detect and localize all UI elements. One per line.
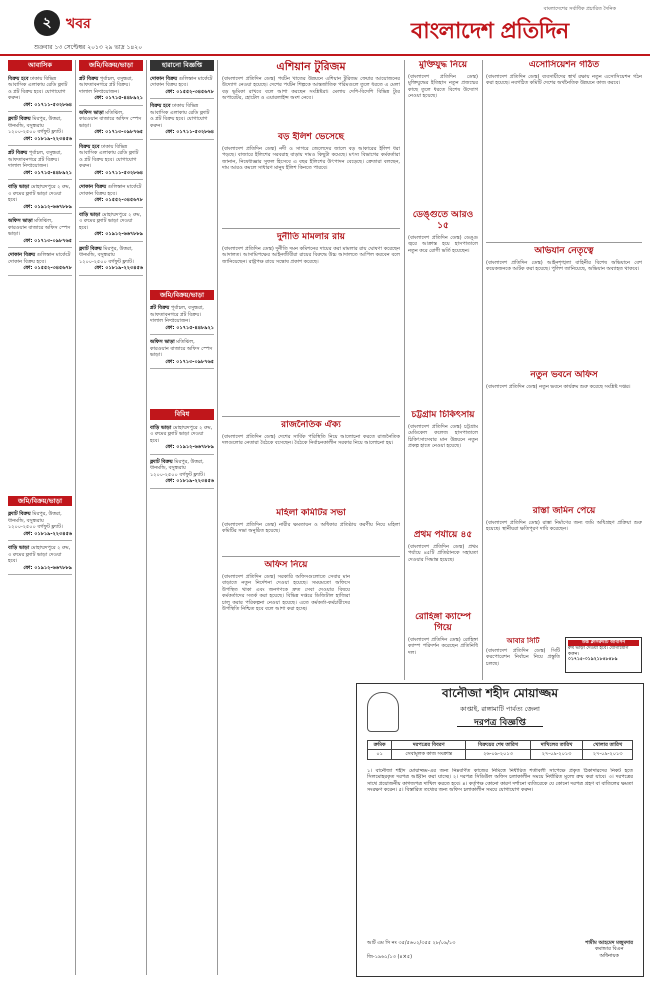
story-divider [222,228,400,229]
classified-ad [150,101,214,140]
news-story [486,370,642,500]
ad-title: ফ্ল্যাট বিক্রয় [79,245,102,252]
story-headline: মুক্তিযুদ্ধ নিয়ে [418,60,468,70]
table-header: দরপত্রের বিবরণ [392,741,466,750]
story-headline: ডেঙ্গুতে আরও ১৫ [412,210,474,231]
news-story [486,60,642,240]
story-headline: অফিস নিয়ে [264,560,308,570]
ad-body: ঢাকায় বিভিন্ন আবাসিক এলাকায় রেডি ফ্ল্যাট ও প্লট বিক্রয় হবে। যোগাযোগ করুন। [150,103,210,129]
ad-title: বাড়ি ভাড়া [8,184,30,190]
ad-body: মিরপুর, উত্তরা, ধানমন্ডি, বসুন্ধরায় ১২০০-২৫০০ বর্গফুট ফ্ল্যাট। [8,511,63,530]
ad-body: মতিঝিল, কারওয়ান বাজারে অফিস স্পেস ভাড়া। [8,218,71,237]
table-cell: ২৬-০৯-২০১৩ [466,750,530,759]
table-header: ক্রমিক [368,741,392,750]
classified-column-1 [8,60,72,970]
ad-phone: ফো: ০১৫৫২-৩৪৫৬৭৮ [23,265,72,271]
ad-phone: ফো: ০১৭১১-৫৩২৮৬৪ [165,129,214,135]
ad-title: বিক্রয় হবে [79,143,100,150]
story-headline: নতুন ভবনে অফিস [530,370,598,380]
classified-ad [150,423,214,455]
story-headline: আবার সিটি [506,637,540,645]
tender-table [367,740,633,760]
ad-phone: ফো: ০১৭১১-৫৩২৮৬৪ [94,169,143,176]
story-divider [222,416,400,417]
ad-title: ফ্ল্যাট বিক্রয় [8,116,31,122]
news-story [222,132,400,224]
ad-phone: ফো: ০১৫৫২-৩৪৫৬৭৮ [94,197,143,203]
ad-phone: ফো: ০১৭১৩-০৯৮৭৬৫ [94,129,143,135]
notice-code: জি-১৯৬১/১৩ (৪×৫) [367,954,413,961]
story-body: (বাংলাদেশ প্রতিদিন ডেস্ক) প্রথম পর্যায়ে ৪৫টি প্রতিষ্ঠানকে সহায়তা দেওয়ার সিদ্ধান্ত হয়েছে। [408,544,478,563]
story-body: (বাংলাদেশ প্রতিদিন ডেস্ক) দুর্নীতি দমন কমিশনের দায়ের করা মামলার রায় ঘোষণা করেছেন আদালত। আসামিপক্ষের আইনজীবীরা রায়ের বিরুদ্ধে উচ্চ আদালতে আপিল করবেন বলে জানিয়েছেন। রাষ্ট্রপক্ষ রায়ে সন্তোষ প্রকাশ করেছে। [222,246,400,265]
ad-title: বিক্রয় হবে [8,75,29,82]
ad-phone: ফো: ০১৯১২-৬৬৭৮৮৯ [94,231,143,237]
notice-footer [367,940,633,970]
story-body: (বাংলাদেশ প্রতিদিন ডেস্ক) সরকারি অফিসগুলোতে সেবার মান বাড়াতে নতুন নির্দেশনা দেওয়া হয়েছে। সময়মতো অফিসে উপস্থিত থাকা এবং জনগণকে দ্রুত সেবা দেওয়ার বিষয়ে কর্মকর্তাদের সতর্ক করা হয়েছে। বিভিন্ন দপ্তরে ডিজিটাল হাজিরা চালু করার পরিকল্পনা নেওয়া হয়েছে। এতে কর্মকর্তা-কর্মচারীদের উপস্থিতি নিশ্চিত হবে বলে আশা করা হচ্ছে। [222,574,350,613]
classified-ad [8,216,72,248]
classified-heading: বিবিধ [150,409,214,420]
story-headline: প্রথম পর্যায়ে ৪৫ [413,530,473,540]
ad-title: অফিস ভাড়া [150,339,175,345]
classified-ad [79,142,143,181]
classified-column-2 [79,60,143,970]
table-row [368,750,633,759]
ad-title: দোকান বিক্রয় [79,184,107,190]
page-number: ২ [34,10,60,36]
story-headline: দুর্নীতি মামলার রায় [276,232,345,242]
story-headline: চট্টগ্রাম চিকিৎসায় [411,410,475,420]
signature-org: অধিনায়ক [599,952,619,959]
ad-title: অফিস ভাড়া [79,109,104,116]
classified-ad [8,114,72,146]
table-cell: ০১ [368,750,392,759]
story-body: (বাংলাদেশ প্রতিদিন ডেস্ক) রাস্তা নির্মাণের জন্য জমি অধিগ্রহণ প্রক্রিয়া শুরু হয়েছে। স্থানীয়রা ক্ষতিপূরণ দাবি করেছেন। [486,520,642,533]
ad-phone: ফো: ০১৮১৯-২২৩৪৫৬ [23,530,72,537]
ad-phone: ফো: ০১৭১১-৫৩২৮৬৪ [23,101,72,108]
story-body: (বাংলাদেশ প্রতিদিন ডেস্ক) চট্টগ্রাম মেডিকেল কলেজ হাসপাতালে চিকিৎসাসেবার মান উন্নয়নে নতুন প্রকল্প হাতে নেওয়া হয়েছে। [408,424,478,450]
news-story [408,612,478,678]
tender-notice [356,683,644,977]
classified-heading: হারানো বিজ্ঞপ্তি [150,60,214,71]
story-headline: বড় ইলিশ ভেসেছে [278,132,344,142]
ad-title: বিক্রয় হবে [150,103,171,109]
ad-phone: ফো: ০১৮১৯-২২৩৪৫৬ [23,135,72,142]
story-body: (বাংলাদেশ প্রতিদিন ডেস্ক) দেশের সার্বিক পরিস্থিতি নিয়ে আলোচনা করতে রাজনৈতিক দলগুলোর নেতারা বৈঠকে বসেছেন। বৈঠকে নির্বাচনকালীন সরকার নিয়ে আলোচনা হয়। [222,434,400,447]
story-headline: অভিযান নেতৃত্বে [534,246,594,256]
ad-phone: ফো: ০১৭১৫-৪৪৮৯২১ [94,95,143,101]
classified-ad [8,74,72,113]
news-story [408,210,478,320]
story-headline: রাজনৈতিক ঐক্য [281,420,341,430]
ad-body: ঢাকায় বিভিন্ন আবাসিক এলাকায় রেডি ফ্ল্যাট ও প্লট বিক্রয় হবে। যোগাযোগ করুন। [8,75,68,101]
classified-ad [79,210,143,242]
story-divider [486,242,642,243]
header-date: শুক্রবার ১৩ সেপ্টেম্বর ২০১৩ ২৯ ভাদ্র ১৪২০ [34,44,143,51]
news-story [222,232,400,412]
story-body: (বাংলাদেশ প্রতিদিন ডেস্ক) আইনশৃঙ্খলা বাহিনীর বিশেষ অভিযানে বেশ কয়েকজনকে আটক করা হয়েছে। পুলিশ জানিয়েছে, অভিযান অব্যাহত থাকবে। [486,260,642,273]
story-divider [222,556,400,557]
story-headline: এশিয়ান টুরিজম [276,60,346,73]
classified-ad [150,457,214,489]
ad-phone: ফো: ০১৭১৫-৪৪৮৯২১ [23,169,72,176]
table-header: বিক্রয়ের শেষ তারিখ [466,741,530,750]
news-story [486,637,560,677]
classified-ad [8,250,72,276]
news-story [486,246,642,366]
ad-body: গুলিস্তান মার্কেটে দোকান বিক্রয় হবে। [79,184,142,197]
classified-heading: আবাসিক [8,60,72,71]
logo-tagline: বাংলাদেশের সর্বাধিক প্রচারিত দৈনিক [543,6,616,12]
notice-location: কাপ্তাই, রাঙ্গামাটি পার্বত্য জেলা [460,705,540,713]
table-header: খোলার তারিখ [583,741,633,750]
box-ad-phone: ০১৭১৫-০১৯২১৮৪৮৪৮৯ [568,657,618,663]
classified-ad [79,108,143,140]
story-body: (বাংলাদেশ প্রতিদিন ডেস্ক) পর্যটন খাতের উন্নয়নে এশিয়ান টুরিজম ফেয়ার আয়োজনের উদ্যোগ নেওয়া হয়েছে। দেশের পর্যটন শিল্পকে আন্তর্জাতিক পরিমণ্ডলে তুলে ধরতে এ মেলা বড় ভূমিকা রাখবে বলে আশা করছেন সংশ্লিষ্টরা। মেলায় দেশি-বিদেশি বিভিন্ন ট্যুর অপারেটর, হোটেল ও এয়ারলাইন্স অংশ নেবে। [222,76,400,102]
story-body: (বাংলাদেশ প্রতিদিন ডেস্ক) সিটি করপোরেশন নির্বাচন নিয়ে প্রস্তুতি চলছে। [486,648,560,667]
ad-body: মোহাম্মদপুরে ২ রুম, ৩ রুমের ফ্ল্যাট ভাড়া দেওয়া হবে। [79,211,142,231]
story-headline: রাস্তা জমিন পেয়ে [532,506,596,516]
ad-body: মোহাম্মদপুরে ২ রুম, ৩ রুমের ফ্ল্যাট ভাড়া দেওয়া হবে। [8,545,71,564]
page-header [0,0,650,56]
classified-ad [8,182,72,214]
box-ad-title: উচ্চ ক্লাসরুমটি আবাসন [568,640,639,646]
box-ad-body: রুম ভাড়া দেওয়া হবে। যোগাযোগ করুন। [568,645,629,657]
news-story [222,560,350,975]
ad-body: পূর্বাচল, বসুন্ধরা, আফতাবনগরে প্লট বিক্রয়। দালাল নিষ্প্রয়োজন। [8,150,62,169]
table-cell: ২৭-০৯-২০১৩ [530,750,583,759]
ad-title: দোকান বিক্রয় [8,252,36,258]
ad-title: বাড়ি ভাড়া [79,211,101,218]
ad-title: দোকান বিক্রয় [150,75,178,82]
classified-ad [8,148,72,180]
story-body: (বাংলাদেশ প্রতিদিন ডেস্ক) ব্যবসায়ীদের স্বার্থ রক্ষায় নতুন এসোসিয়েশন গঠন করা হয়েছে। নবগঠিত কমিটি দেশের অর্থনৈতিক উন্নয়নে কাজ করবে। [486,74,642,87]
ad-phone: ফো: ০১৮১৯-২২৩৪৫৬ [94,265,143,271]
news-story [222,420,400,504]
signature-title: কমান্ডার বিএন [594,946,624,953]
story-body: (বাংলাদেশ প্রতিদিন ডেস্ক) মুক্তিযুদ্ধের ইতিহাস নতুন প্রজন্মের কাছে তুলে ধরতে বিশেষ উদ্যোগ নেওয়া হয়েছে। [408,74,478,100]
notice-signature [585,940,633,959]
classified-ad [150,337,214,369]
notice-org: বানৌজা শহীদ মোয়াজ্জম [441,686,559,700]
story-body: (বাংলাদেশ প্রতিদিন ডেস্ক) নারীর ক্ষমতায়ন ও অধিকার প্রতিষ্ঠায় করণীয় নিয়ে মহিলা কমিটির সভা অনুষ্ঠিত হয়েছে। [222,522,400,535]
story-headline: মহিলা কমিটির সভা [276,508,346,518]
table-cell: সেবামূলক কাজ সংক্রান্ত [392,750,466,759]
ad-body: মতিঝিল, কারওয়ান বাজারে অফিস স্পেস ভাড়া। [150,339,213,358]
ad-body: গুলিস্তান মার্কেটে দোকান বিক্রয় হবে। [150,75,213,88]
column-divider [217,60,218,975]
news-story [222,60,400,130]
classified-ad [150,74,214,100]
signature-name: শামীম আহমেদ মজুমদার [585,940,633,946]
logo-text: বাংলাদেশ প্রতিদিন [411,19,569,44]
ad-body: গুলিস্তান মার্কেটে দোকান বিক্রয় হবে। [8,252,71,265]
notice-reference: আর্ট এম সি নং ৩৫/৫৬০২/৩৫৫ ২৮/০৯/১৩ [367,940,456,946]
ad-body: মিরপুর, উত্তরা, ধানমন্ডি, বসুন্ধরায় ১২০০-২৫০০ বর্গফুট ফ্ল্যাট। [150,458,205,478]
news-story [408,410,478,530]
ad-body: পূর্বাচল, বসুন্ধরা, আফতাবনগরে প্লট বিক্রয়। দালাল নিষ্প্রয়োজন। [150,305,204,324]
ad-title: ফ্ল্যাট বিক্রয় [150,458,173,465]
classified-ad [79,182,143,208]
column-divider [146,60,147,975]
news-story [222,508,400,552]
notice-heading: দরপত্র বিজ্ঞপ্তি [457,720,543,727]
ad-title: প্লট বিক্রয় [150,305,170,311]
story-headline: রোহিঙ্গা ক্যাম্পে গিয়ে [415,612,471,633]
section-title: খবর [66,16,91,32]
story-headline: এসোসিয়েশন গঠিত [528,60,600,70]
story-body: (বাংলাদেশ প্রতিদিন ডেস্ক) রোহিঙ্গা ক্যাম্প পরিদর্শন করেছেন প্রতিনিধি দল। [408,637,478,656]
classified-heading: জমি/বিক্রয়/ভাড়া [79,60,143,71]
ad-title: অফিস ভাড়া [8,218,33,224]
notice-body: ১। বানৌজা শহীদ মোয়াজ্জম-এর জন্য নিম্নবর্ণিত কাজের নিমিত্তে নির্ধারিত শর্তাবলী সাপেক্ষে প্রকৃত ঠিকাদারদের নিকট হতে সিলমোহরকৃত দরপত্র আহ্বান করা যাচ্ছে। ২। দরপত্র সিডিউল অফিস চলাকালীন সময়ে নির্ধারিত মূল্যে ক্রয় করা যাবে। ৩। দরপত্রের সাথে প্রয়োজনীয় কাগজপত্র দাখিল করতে হবে। ৪। কর্তৃপক্ষ কোনো কারণ দর্শানো ব্যতিরেকে যে কোনো দরপত্র গ্রহণ বা বাতিলের ক্ষমতা সংরক্ষণ করেন। ৫। বিস্তারিত তথ্যের জন্য অফিস চলাকালীন সময়ে যোগাযোগ করুন। [367,768,633,794]
ad-body: মিরপুর, উত্তরা, ধানমন্ডি, বসুন্ধরায় ১২০০-২৫০০ বর্গফুট ফ্ল্যাট। [79,245,134,265]
ad-body: পূর্বাচল, বসুন্ধরা, আফতাবনগরে প্লট বিক্রয়। দালাল নিষ্প্রয়োজন। [79,75,133,95]
column-divider [482,60,483,680]
ad-body: মোহাম্মদপুরে ২ রুম, ৩ রুমের ফ্ল্যাট ভাড়া দেওয়া হবে। [150,424,213,444]
ad-phone: ফো: ০১৭১৩-০৯৮৭৬৫ [23,237,72,244]
ad-title: ফ্ল্যাট বিক্রয় [8,511,31,517]
classified-column-3 [150,60,214,970]
ad-phone: ফো: ০১৯১২-৬৬৭৮৮৯ [165,444,214,450]
ad-phone: ফো: ০১৯১২-৬৬৭৮৮৯ [23,564,72,571]
ad-title: প্লট বিক্রয় [79,75,99,82]
ad-phone: ফো: ০১৭১৫-৪৪৮৯২১ [165,324,214,331]
classified-heading: জমি/বিক্রয়/ভাড়া [8,496,72,507]
ad-phone: ফো: ০১৫৫২-৩৪৫৬৭৮ [165,88,214,95]
ad-phone: ফো: ০১৮১৯-২২৩৪৫৬ [165,478,214,484]
box-advertisement [565,637,642,673]
ad-title: বাড়ি ভাড়া [8,545,30,551]
classified-heading: জমি/বিক্রয়/ভাড়া [150,290,214,301]
column-divider [404,60,405,680]
classified-ad [79,244,143,276]
classified-ad [150,303,214,335]
table-header: দাখিলের তারিখ [530,741,583,750]
ad-title: প্লট বিক্রয় [8,150,28,156]
ad-body: ঢাকায় বিভিন্ন আবাসিক এলাকায় রেডি ফ্ল্যাট ও প্লট বিক্রয় হবে। যোগাযোগ করুন। [79,143,139,169]
news-story [486,506,642,634]
classified-ad [8,543,72,575]
newspaper-logo [411,8,616,46]
classified-ad [8,509,72,541]
news-story [408,530,478,610]
column-divider [75,60,76,975]
ad-title: বাড়ি ভাড়া [150,424,172,431]
ad-body: মিরপুর, উত্তরা, ধানমন্ডি, বসুন্ধরায় ১২০০-২৫০০ বর্গফুট ফ্ল্যাট। [8,116,63,135]
story-body: (বাংলাদেশ প্রতিদিন ডেস্ক) ডেঙ্গু জ্বরে আক্রান্ত হয়ে হাসপাতালে নতুন করে রোগী ভর্তি হয়েছেন। [408,235,478,254]
ad-phone: ফো: ০১৯১২-৬৬৭৮৮৯ [23,203,72,210]
news-story [408,60,478,210]
classified-ad [79,74,143,106]
ad-phone: ফো: ০১৭১৩-০৯৮৭৬৫ [165,358,214,365]
ad-body: মোহাম্মদপুরে ২ রুম, ৩ রুমের ফ্ল্যাট ভাড়া দেওয়া হবে। [8,184,71,203]
ad-body: মতিঝিল, কারওয়ান বাজারে অফিস স্পেস ভাড়া। [79,109,142,129]
story-body: (বাংলাদেশ প্রতিদিন ডেস্ক) নদী ও সাগরে জেলেদের জালে বড় আকারের ইলিশ ধরা পড়ছে। বাজারে ইলিশের সরবরাহ বাড়ায় দামও কিছুটা কমেছে। মৎস্য বিভাগের কর্মকর্তারা জানান, নিষেধাজ্ঞার সুফল হিসেবে এ বছর ইলিশের উৎপাদন বেড়েছে। ক্রেতারা বলছেন, দাম আরও কমলে সাধারণ মানুষ ইলিশ কিনতে পারবে। [222,146,400,172]
table-header-row [368,741,633,750]
story-body: (বাংলাদেশ প্রতিদিন ডেস্ক) নতুন ভবনে কার্যক্রম শুরু করেছে সংশ্লিষ্ট দপ্তর। [486,384,631,390]
table-cell: ২৭-০৯-২০১৩ [583,750,633,759]
